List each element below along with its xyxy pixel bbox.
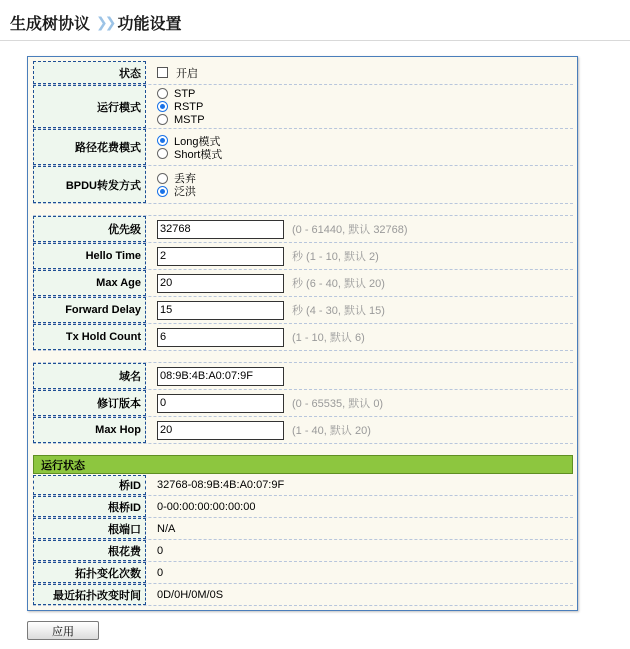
status-label: 状态	[33, 61, 146, 84]
bpdu-option-discard[interactable]: 丢弃	[157, 172, 196, 185]
max-age-hint: 秒 (6 - 40, 默认 20)	[292, 278, 385, 290]
title-divider	[0, 40, 630, 41]
max-age-label: Max Age	[33, 270, 146, 296]
radio-selected-icon[interactable]	[157, 101, 168, 112]
root-bridge-id-label: 根桥ID	[33, 496, 146, 517]
radio-icon[interactable]	[157, 88, 168, 99]
revision-hint: (0 - 65535, 默认 0)	[292, 398, 384, 410]
row-status	[33, 61, 573, 85]
row-revision	[33, 390, 573, 417]
revision-input[interactable]: 0	[157, 394, 284, 413]
row-root-cost	[33, 540, 573, 562]
domain-name-label: 域名	[33, 363, 146, 389]
row-path-cost	[33, 129, 573, 166]
breadcrumb	[10, 10, 182, 34]
hello-time-label: Hello Time	[33, 243, 146, 269]
bpdu-label: BPDU转发方式	[33, 166, 146, 203]
radio-selected-icon[interactable]	[157, 186, 168, 197]
last-topology-change-value: 0D/0H/0M/0S	[157, 588, 224, 601]
max-hop-label: Max Hop	[33, 417, 146, 443]
row-priority	[33, 216, 573, 243]
tx-hold-count-hint: (1 - 10, 默认 6)	[292, 332, 365, 344]
topology-changes-label: 拓扑变化次数	[33, 562, 146, 583]
apply-button[interactable]: 应用	[27, 621, 99, 640]
forward-delay-label: Forward Delay	[33, 297, 146, 323]
breadcrumb-parent[interactable]: 生成树协议	[10, 13, 91, 33]
mode-label: 运行模式	[33, 85, 146, 128]
max-hop-hint: (1 - 40, 默认 20)	[292, 425, 371, 437]
group-spacer	[33, 204, 573, 216]
forward-delay-hint: 秒 (4 - 30, 默认 15)	[292, 305, 385, 317]
bpdu-option-flood[interactable]: 泛洪	[157, 185, 196, 198]
row-mode	[33, 85, 573, 129]
row-tx-hold-count	[33, 324, 573, 351]
row-max-age	[33, 270, 573, 297]
row-max-hop	[33, 417, 573, 444]
stp-settings-panel	[27, 56, 578, 611]
root-cost-value: 0	[157, 544, 164, 557]
radio-icon[interactable]	[157, 148, 168, 159]
row-forward-delay	[33, 297, 573, 324]
mode-option-stp[interactable]: STP	[157, 87, 205, 100]
priority-label: 优先级	[33, 216, 146, 242]
path-cost-option-long[interactable]: Long模式	[157, 134, 222, 147]
group-spacer	[33, 351, 573, 363]
row-topology-changes	[33, 562, 573, 584]
bridge-id-label: 桥ID	[33, 475, 146, 495]
path-cost-option-short[interactable]: Short模式	[157, 147, 222, 160]
bridge-id-value: 32768-08:9B:4B:A0:07:9F	[157, 479, 285, 491]
page-title: 功能设置	[117, 13, 182, 33]
last-topology-change-label: 最近拓扑改变时间	[33, 584, 146, 605]
radio-icon[interactable]	[157, 114, 168, 125]
priority-input[interactable]: 32768	[157, 220, 284, 239]
priority-hint: (0 - 61440, 默认 32768)	[292, 224, 408, 236]
breadcrumb-separator-icon: ❯❯	[96, 13, 114, 30]
path-cost-label: 路径花费模式	[33, 129, 146, 165]
row-root-bridge-id	[33, 496, 573, 518]
tx-hold-count-label: Tx Hold Count	[33, 324, 146, 350]
row-root-port	[33, 518, 573, 540]
root-port-label: 根端口	[33, 518, 146, 539]
mode-option-mstp[interactable]: MSTP	[157, 113, 205, 126]
status-enable-checkbox[interactable]	[157, 67, 168, 78]
forward-delay-input[interactable]: 15	[157, 301, 284, 320]
hello-time-hint: 秒 (1 - 10, 默认 2)	[292, 251, 379, 263]
root-bridge-id-value: 0-00:00:00:00:00:00	[157, 500, 256, 513]
radio-icon[interactable]	[157, 173, 168, 184]
max-age-input[interactable]: 20	[157, 274, 284, 293]
row-bpdu	[33, 166, 573, 204]
domain-name-input[interactable]: 08:9B:4B:A0:07:9F	[157, 367, 284, 386]
tx-hold-count-input[interactable]: 6	[157, 328, 284, 347]
revision-label: 修订版本	[33, 390, 146, 416]
root-cost-label: 根花费	[33, 540, 146, 561]
root-port-value: N/A	[157, 522, 176, 535]
row-domain-name	[33, 363, 573, 390]
hello-time-input[interactable]: 2	[157, 247, 284, 266]
max-hop-input[interactable]: 20	[157, 421, 284, 440]
row-bridge-id	[33, 475, 573, 496]
runtime-status-header: 运行状态	[33, 455, 573, 474]
row-last-topology-change	[33, 584, 573, 606]
status-enable-text: 开启	[176, 67, 198, 80]
row-hello-time	[33, 243, 573, 270]
radio-selected-icon[interactable]	[157, 135, 168, 146]
mode-option-rstp[interactable]: RSTP	[157, 100, 205, 113]
topology-changes-value: 0	[157, 566, 164, 579]
